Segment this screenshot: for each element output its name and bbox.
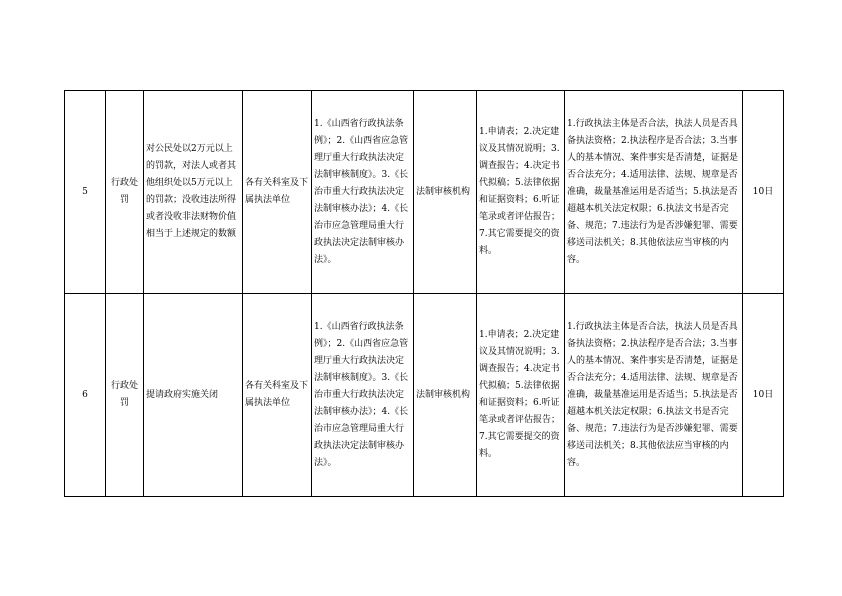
type-cell: 行政处罚 [106,294,144,497]
basis-cell: 1.《山西省行政执法条例》；2.《山西省应急管理厅重大行政执法决定法制审核制度》。3.《长治市重大行政执法决定法制审核办法》；4.《长治市应急管理局重大行政执法决定法制审核办法》。 [312,294,414,497]
org-cell: 法制审核机构 [414,294,477,497]
days-cell: 10日 [743,91,784,294]
review-table [64,90,784,497]
days-cell: 10日 [743,294,784,497]
dept-cell: 各有关科室及下属执法单位 [243,91,312,294]
org-cell: 法制审核机构 [414,91,477,294]
content-cell: 1.行政执法主体是否合法，执法人员是否具备执法资格；2.执法程序是否合法；3.当事人的基本情况、案件事实是否清楚，证据是否合法充分；4.适用法律、法规、规章是否准确，裁量基准运用是否适当；5.执法是否超越本机关法定权限；6.执法文书是否完备、规范；7.违法行为是否涉嫌犯罪、需要移送司法机关；8.其他依法应当审核的内容。 [565,91,743,294]
matter-cell: 对公民处以2万元以上的罚款，对法人或者其他组织处以5万元以上的罚款；没收违法所得或者没收非法财物价值相当于上述规定的数额 [144,91,243,294]
table-row [65,294,784,497]
type-cell: 行政处罚 [106,91,144,294]
table-row [65,91,784,294]
seq-cell: 5 [65,91,106,294]
content-cell: 1.行政执法主体是否合法，执法人员是否具备执法资格；2.执法程序是否合法；3.当事人的基本情况、案件事实是否清楚，证据是否合法充分；4.适用法律、法规、规章是否准确，裁量基准运用是否适当；5.执法是否超越本机关法定权限；6.执法文书是否完备、规范；7.违法行为是否涉嫌犯罪、需要移送司法机关；8.其他依法应当审核的内容。 [565,294,743,497]
matter-cell: 提请政府实施关闭 [144,294,243,497]
materials-cell: 1.申请表；2.决定建议及其情况说明；3.调查报告；4.决定书代拟稿；5.法律依据和证据资料；6.听证笔录或者评估报告；7.其它需要提交的资料。 [477,91,565,294]
dept-cell: 各有关科室及下属执法单位 [243,294,312,497]
materials-cell: 1.申请表；2.决定建议及其情况说明；3.调查报告；4.决定书代拟稿；5.法律依据和证据资料；6.听证笔录或者评估报告；7.其它需要提交的资料。 [477,294,565,497]
basis-cell: 1.《山西省行政执法条例》；2.《山西省应急管理厅重大行政执法决定法制审核制度》。3.《长治市重大行政执法决定法制审核办法》；4.《长治市应急管理局重大行政执法决定法制审核办法》。 [312,91,414,294]
seq-cell: 6 [65,294,106,497]
